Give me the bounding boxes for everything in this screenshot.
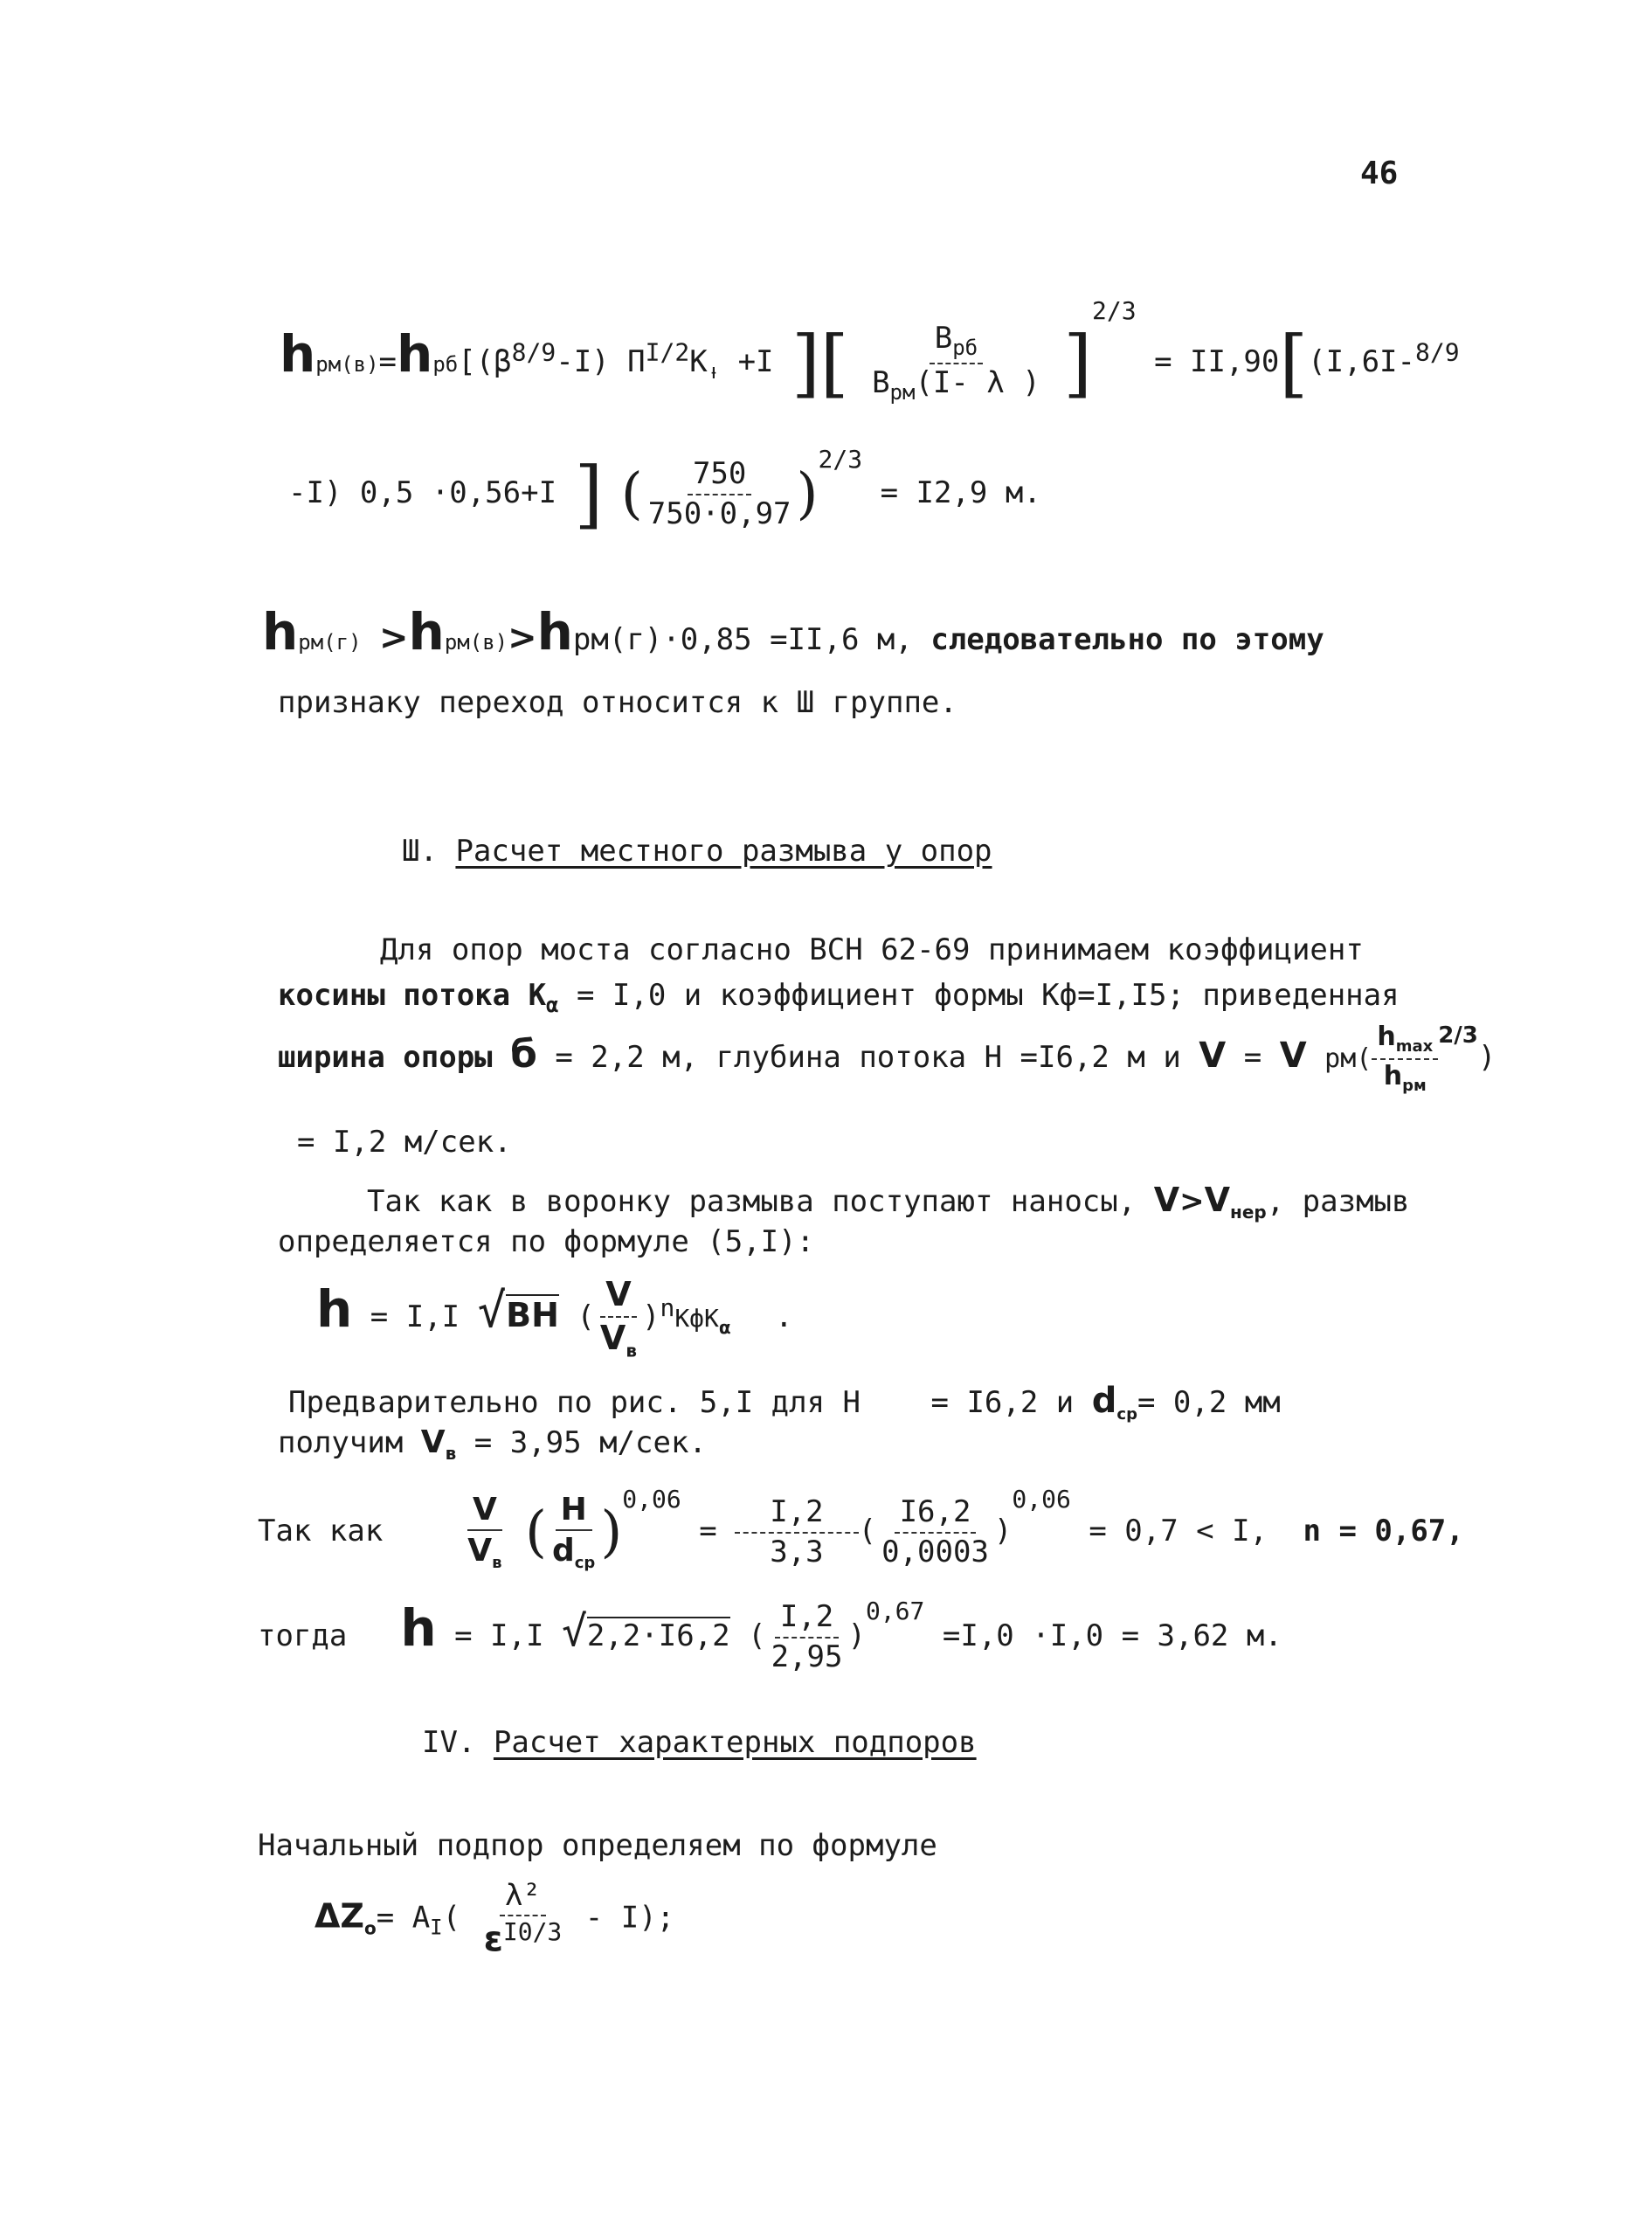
result: = I2,9 м. <box>880 475 1041 510</box>
section-title: Расчет характерных подпоров <box>493 1725 977 1760</box>
h-symbol: h <box>1377 1022 1396 1052</box>
h-symbol: h <box>408 602 445 662</box>
greater-than: > <box>1179 1184 1205 1219</box>
fraction <box>766 1600 848 1673</box>
sqrt-argument: BH <box>506 1296 559 1335</box>
paragraph-line <box>367 1181 1410 1223</box>
label: тогда <box>258 1618 348 1653</box>
exponent: 0,06 <box>622 1485 681 1514</box>
fraction-numerator: I,2 <box>775 1600 839 1638</box>
h-symbol: h <box>1383 1060 1403 1091</box>
fraction-denominator: 0,0003 <box>881 1534 989 1569</box>
fraction-denominator: B <box>872 364 890 400</box>
text: , размыв <box>1266 1184 1410 1219</box>
beta-term: [(β <box>458 344 512 379</box>
greater-than: > <box>379 618 409 658</box>
sqrt-argument: 2,2·I6,2 <box>586 1618 730 1653</box>
fraction-denominator: 3,3 <box>770 1534 824 1569</box>
fraction-numerator: 750 <box>688 457 751 495</box>
exponent: n <box>660 1292 675 1322</box>
equals-sign: = <box>378 344 397 379</box>
subscript: в <box>445 1442 457 1464</box>
fraction <box>547 1492 600 1573</box>
fraction-numerator: V <box>467 1492 502 1531</box>
subscript: о <box>363 1917 377 1939</box>
text: ширина опоры <box>278 1040 493 1076</box>
h-symbol: h <box>262 602 299 662</box>
text: = I6,2 и <box>930 1385 1075 1420</box>
fraction <box>876 1495 994 1569</box>
equals-sign: = <box>699 1514 717 1548</box>
fraction-numerator: I,2 <box>735 1495 858 1533</box>
h-symbol: h <box>397 324 433 384</box>
v-symbol: V <box>1204 1181 1231 1219</box>
k-symbol: K <box>689 344 708 379</box>
fraction <box>867 322 1046 405</box>
bracket: [ <box>819 320 849 406</box>
section-heading <box>402 835 992 869</box>
fraction-denominator: 2,95 <box>771 1639 843 1674</box>
subscript: в <box>492 1554 502 1573</box>
parenthesis: ) <box>600 1500 623 1565</box>
scour-formula <box>316 1276 793 1361</box>
exponent: 0,06 <box>1012 1485 1071 1514</box>
minus-one: -I) <box>556 344 610 379</box>
k-subscript: ᵼ <box>707 358 721 384</box>
outer-exponent: 2/3 <box>1092 296 1137 325</box>
label: Так как <box>258 1514 384 1548</box>
a-symbol: A <box>411 1900 431 1936</box>
conclusion-text: следовательно по этому <box>930 622 1324 657</box>
tail: - I); <box>584 1900 675 1936</box>
subscript: ср <box>1116 1404 1137 1424</box>
fraction <box>643 457 797 530</box>
exponent: I0/3 <box>502 1917 563 1947</box>
fraction-denominator: V <box>599 1318 626 1357</box>
b-symbol: б <box>510 1032 537 1077</box>
backwater-formula <box>315 1879 674 1959</box>
paragraph-line <box>278 1424 707 1464</box>
v-symbol: V <box>420 1424 446 1460</box>
sqrt-sign: √ <box>561 1607 587 1656</box>
h-symbol: h <box>280 324 316 384</box>
parenthesis: ( <box>620 461 643 527</box>
paragraph-line <box>288 1381 1281 1424</box>
exponent: 0,67 <box>865 1597 925 1625</box>
text: получим <box>278 1425 404 1460</box>
plus-one: +I <box>737 344 774 379</box>
parenthesis: ) <box>641 1299 660 1335</box>
subscript: неp <box>1230 1201 1267 1223</box>
fraction-denominator: 750·0,97 <box>647 495 791 531</box>
subscript: I <box>430 1915 443 1940</box>
fraction <box>1372 1022 1438 1095</box>
parenthesis: ( <box>525 1500 547 1565</box>
period: . <box>775 1299 793 1335</box>
result: = 0,7 < I, <box>1089 1514 1268 1548</box>
fraction-numerator: H <box>556 1492 592 1531</box>
check-equation: Так как $\frac{V}{V_в}$ ( $\frac{H}{d_{ср}}$ )$^{0,06}$ = $\frac{I,2}{3,3}$ ( $\frac{I6,2}{0,0003}$ )$^{0,06}$ = 0,7 < I, n = 0,67, <box>258 1485 1464 1573</box>
beta-exponent: 8/9 <box>511 337 556 367</box>
scour-depth-result: тогда h = I,I √2,2·I6,2 ( $\frac{I,2}{2,95}$ )$^{0,67}$ =I,0 ·I,0 = 3,62 м. <box>258 1597 1282 1674</box>
parenthesis: ( <box>442 1900 461 1936</box>
h-subscript: рм(в) <box>315 352 379 377</box>
paragraph-line <box>278 979 1400 1017</box>
section-title: Расчет местного размыва у опор <box>455 834 992 869</box>
text: Так как в воронку размыва поступают наносы, <box>367 1184 1137 1219</box>
subscript: max <box>1395 1037 1434 1056</box>
denominator-rest: (I- λ ) <box>915 364 1040 400</box>
paragraph-line <box>278 1022 1496 1095</box>
result: =I,0 ·I,0 = 3,62 м. <box>942 1618 1282 1653</box>
coefficient: = I,I <box>454 1618 544 1653</box>
greater-than: > <box>508 618 537 658</box>
text: Предварительно по рис. 5,I для H <box>288 1385 861 1420</box>
continuation-exponent: 8/9 <box>1414 337 1460 367</box>
fraction-numerator: B <box>934 321 953 357</box>
d-symbol: d <box>1091 1381 1117 1421</box>
fraction-numerator: I6,2 <box>895 1495 977 1533</box>
text: = I,0 и коэффициент формы Кф=I,I5; приведенная <box>558 978 1400 1013</box>
conclusion-line: признаку переход относится к Ш группе. <box>278 685 957 720</box>
page-number: 46 <box>1360 156 1399 191</box>
fraction-numerator: λ² <box>500 1879 546 1916</box>
n-value: n = 0,67, <box>1303 1514 1464 1548</box>
delta-z-symbol: ΔZ <box>315 1896 364 1936</box>
subscript-text: рм(г)·0,85 =II,6 м, <box>572 622 913 657</box>
paragraph-line: Начальный подпор определяем по формуле <box>258 1828 937 1863</box>
coefficients: КфK <box>674 1304 719 1334</box>
equation-continuation <box>288 445 1041 537</box>
expression: -I) 0,5 ·0,56+I <box>288 475 557 510</box>
section-number: IV. <box>422 1725 476 1760</box>
pi-symbol: П <box>627 344 646 379</box>
section-heading <box>422 1726 977 1760</box>
equation-h-rm-v <box>280 297 1460 405</box>
bracket: ] <box>574 451 604 537</box>
bracket: ] <box>1063 320 1093 406</box>
subscript: α <box>546 992 559 1017</box>
h-symbol: h <box>316 1279 353 1340</box>
bracket: [ <box>1279 320 1309 406</box>
result: = II,90 <box>1154 344 1280 379</box>
exponent: 2/3 <box>1438 1022 1478 1050</box>
exponent: 2/3 <box>818 445 863 474</box>
numerator-subscript: рб <box>952 335 978 360</box>
epsilon-symbol: ε <box>483 1919 503 1960</box>
parenthesis: ) <box>1477 1040 1496 1076</box>
subscript: рм( <box>1324 1043 1372 1075</box>
sqrt-sign: √ <box>477 1283 507 1339</box>
text: косины потока K <box>278 978 547 1013</box>
section-number: Ш. <box>402 834 438 869</box>
paragraph-line: Для опор моста согласно ВСН 62-69 принимаем коэффициент <box>380 932 1364 967</box>
h-symbol: h <box>400 1598 437 1658</box>
subscript: рм(в) <box>444 630 508 655</box>
fraction-denominator: V <box>467 1533 493 1569</box>
fraction <box>735 1495 858 1569</box>
v-symbol: V <box>1153 1181 1180 1219</box>
h-subscript: рб <box>432 352 459 377</box>
subscript: ср <box>574 1554 596 1573</box>
parenthesis: ) <box>796 461 819 527</box>
subscript: рм <box>1402 1076 1427 1095</box>
parenthesis: ( <box>577 1299 595 1335</box>
v-symbol: V <box>1199 1036 1227 1077</box>
denominator-subscript: рм <box>889 379 916 405</box>
v-symbol: V <box>1279 1036 1307 1077</box>
fraction <box>595 1276 642 1361</box>
bracket: ] <box>791 320 820 406</box>
velocity-value: = I,2 м/сек. <box>297 1125 512 1160</box>
subscript: α <box>718 1316 731 1338</box>
continuation: (I,6I- <box>1308 344 1415 379</box>
comparison-line <box>262 603 1324 662</box>
fraction-numerator: V <box>600 1276 636 1318</box>
coefficient: = I,I <box>370 1299 460 1335</box>
fraction-denominator: d <box>551 1533 575 1569</box>
fraction <box>462 1492 507 1573</box>
subscript: рм(г) <box>298 630 362 655</box>
paragraph-line: определяется по формуле (5,I): <box>278 1224 815 1259</box>
h-symbol: h <box>536 602 573 662</box>
equals-sign: = <box>1243 1040 1262 1076</box>
subscript: в <box>626 1340 637 1361</box>
text: = 3,95 м/сек. <box>473 1425 707 1460</box>
fraction <box>479 1879 568 1959</box>
text: = 2,2 м, глубина потока H =I6,2 м и <box>555 1040 1181 1076</box>
text: = 0,2 мм <box>1137 1385 1281 1420</box>
pi-exponent: I/2 <box>645 337 690 367</box>
equals-sign: = <box>376 1900 395 1936</box>
